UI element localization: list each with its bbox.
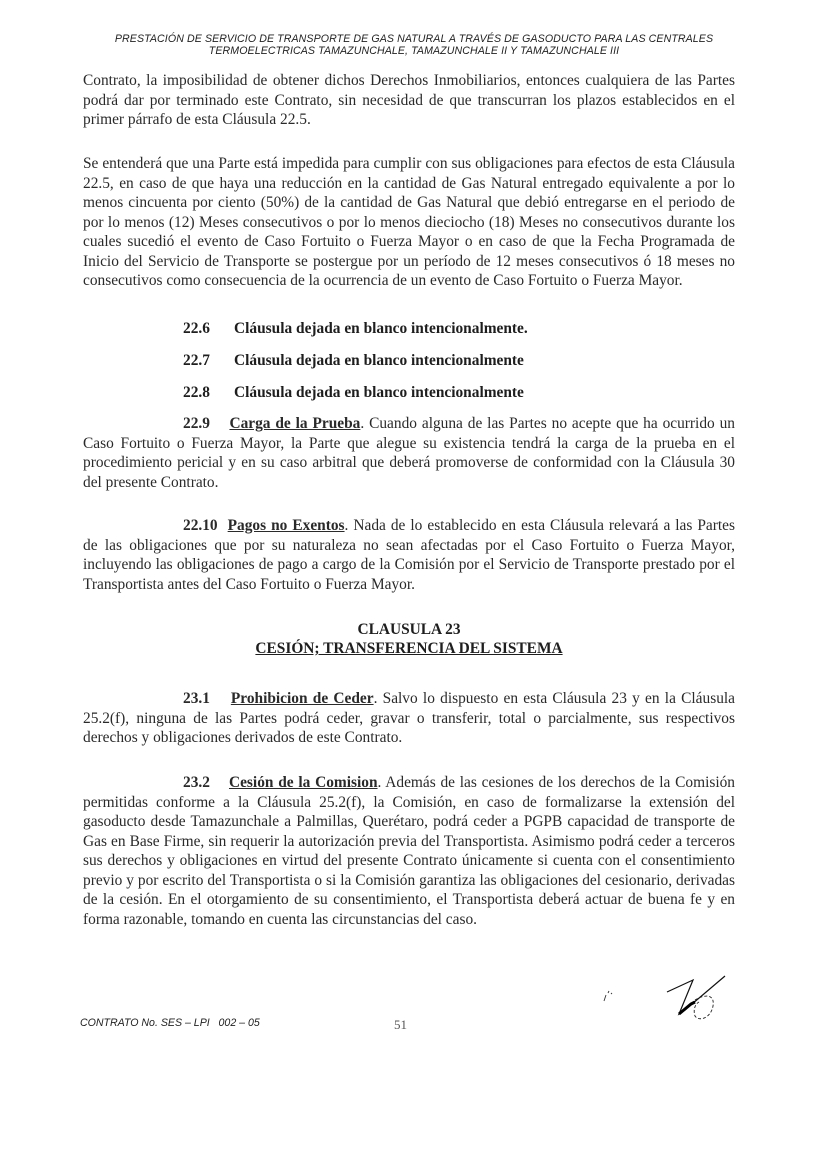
clause-title: Prohibicion de Ceder [230,690,374,707]
signature-icon [665,972,747,1028]
clause-number: 22.7 [183,352,210,369]
clause-text: Cláusula dejada en blanco intencionalmente [234,384,524,401]
clause-23-1 [83,689,735,748]
initials-mark-icon [600,985,620,1005]
header-line-2: TERMOELECTRICAS TAMAZUNCHALE, TAMAZUNCHALE II Y TAMAZUNCHALE III [208,45,620,57]
clause-22-8 [183,384,524,402]
clause-text: Cláusula dejada en blanco intencionalmente [234,352,524,369]
clause-title: Cesión de la Comision [228,774,378,791]
paragraph-continuation: Contrato, la imposibilidad de obtener dichos Derechos Inmobiliarios, entonces cualquiera de las Partes podrá dar por terminado este Contrato, sin necesidad de que transcurran los plazos establecidos en el primer párrafo de esta Cláusula 22.5. [83,72,735,128]
clause-22-9 [83,414,735,492]
clause-title: Pagos no Exentos [227,517,345,534]
clause-number: 22.9 [183,415,210,432]
clause-22-7 [183,352,524,370]
clause-text: Cláusula dejada en blanco intencionalmente. [234,320,528,337]
paragraph-impediment: Se entenderá que una Parte está impedida para cumplir con sus obligaciones para efectos de esta Cláusula 22.5, en caso de que haya una reducción en la cantidad de Gas Natural entregado equivalente a por lo menos cincuenta por ciento (50%) de la cantidad de Gas Natural que debió entregarse en el periodo de por lo menos (12) Meses consecutivos o por lo menos dieciocho (18) Meses no consecutivos durante los cuales sucedió el evento de Caso Fortuito o Fuerza Mayor o en caso de que la Fecha Programada de Inicio del Servicio de Transporte se postergue por un período de 12 meses consecutivos ó 18 meses no consecutivos como consecuencia de la ocurrencia de un evento de Caso Fortuito o Fuerza Mayor. [83,155,735,289]
section-23-heading [83,620,735,658]
clause-text: . Nada de lo establecido en esta Cláusula relevará a las Partes de las obligaciones que por su naturaleza no sean afectadas por el Caso Fortuito o Fuerza Mayor, incluyendo las obligaciones de pago a cargo de la Comisión por el Servicio de Transporte prestado por el Transportista antes del Caso Fortuito o Fuerza Mayor. [83,517,735,593]
clause-number: 22.10 [183,517,218,534]
clause-text: . Cuando alguna de las Partes no acepte que ha ocurrido un Caso Fortuito o Fuerza Mayor, la Parte que alegue su existencia tendrá la carga de la prueba en el procedimiento pericial y en su caso arbitral que deberá promoverse de conformidad con la Cláusula 30 del presente Contrato. [83,415,735,491]
clause-22-10 [83,516,735,594]
footer-contract-number: CONTRATO No. SES – LPI 002 – 05 [80,1017,260,1029]
clause-23-2 [83,773,735,929]
section-title: CLAUSULA 23 [357,621,461,638]
clause-text: . Además de las cesiones de los derechos de la Comisión permitidas conforme a la Cláusula 25.2(f), la Comisión, en caso de formalizarse la extensión del gasoducto desde Tamazunchale a Palmillas, Querétaro, podrá ceder a PGPB capacidad de transporte de Gas en Base Firme, sin requerir la autorización previa del Transportista. Asimismo podrá ceder a terceros sus derechos y obligaciones en virtud del presente Contrato únicamente si cuenta con el consentimiento previo y por escrito del Transportista o si la Comisión garantiza las obligaciones del cesionario, derivadas de la cesión. En el otorgamiento de su consentimiento, el Transportista deberá actuar de buena fe y en forma razonable, tomando en cuenta las circunstancias del caso. [83,774,735,928]
clause-text: . Salvo lo dispuesto en esta Cláusula 23 y en la Cláusula 25.2(f), ninguna de las Partes podrá ceder, gravar o transferir, total o parcialmente, sus respectivos derechos y obligaciones derivados de este Contrato. [83,690,735,746]
section-subtitle: CESIÓN; TRANSFERENCIA DEL SISTEMA [255,640,563,657]
clause-22-6 [183,320,528,338]
page-number: 51 [394,1017,407,1032]
page-header [80,33,748,57]
clause-title: Carga de la Prueba [229,415,361,432]
clause-number: 23.1 [183,690,210,707]
clause-number: 23.2 [183,774,210,791]
header-line-1: PRESTACIÓN DE SERVICIO DE TRANSPORTE DE GAS NATURAL A TRAVÉS DE GASODUCTO PARA LAS CENTRALES [114,33,714,45]
clause-number: 22.8 [183,384,210,401]
clause-number: 22.6 [183,320,210,337]
